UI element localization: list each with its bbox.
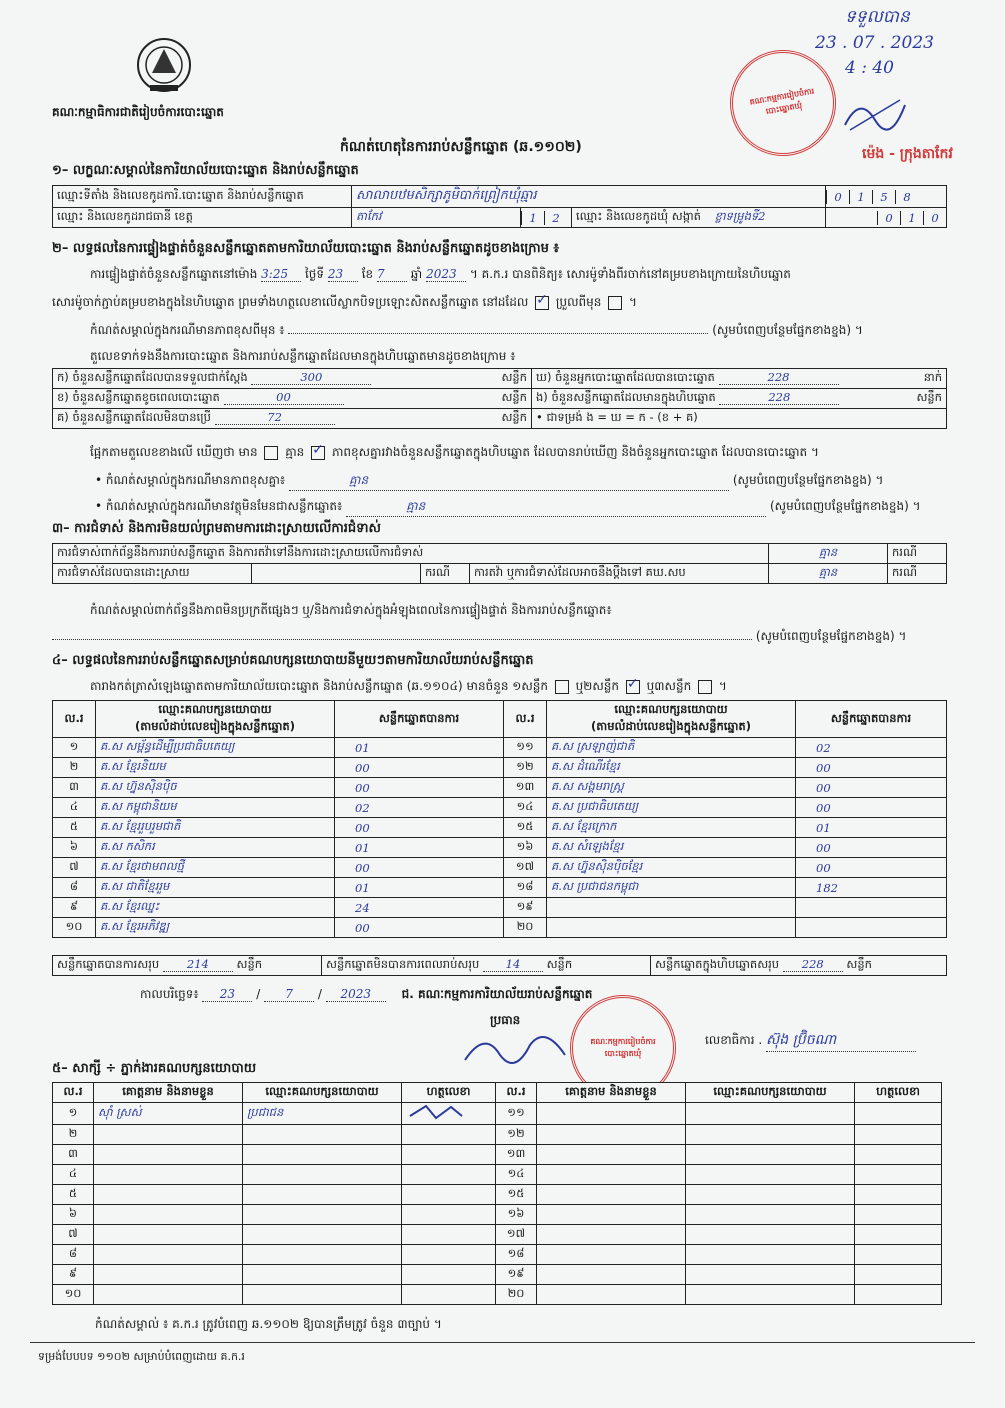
witness-name <box>537 1125 686 1145</box>
row-number: ១៣ <box>504 778 547 798</box>
tally-sheets-line: តារាងកត់ត្រាសំឡេងឆ្នោតតាមការិយាល័យបោះឆ្នោត និងរាប់សន្លឹកឆ្នោត (ឆ.១១០៤) មានចំនួន ១សន្លឹក ឬ២សន្លឹក ✓ ឬ៣សន្លឹក ។ <box>90 678 950 696</box>
official-seal-bottom: គណៈកម្មការរៀបចំការបោះឆ្នោតឃុំ <box>570 995 676 1101</box>
party-name: គ.ស សម្ព័ន្ធដើម្បីប្រជាធិបតេយ្យ <box>96 738 335 758</box>
row-number: ១៨ <box>504 878 547 898</box>
witness-signature <box>402 1103 496 1125</box>
witness-name <box>537 1205 686 1225</box>
table-row <box>53 1285 942 1305</box>
witness-party <box>243 1285 402 1305</box>
witness-name <box>94 1145 243 1165</box>
witness-signature <box>402 1225 496 1245</box>
witness-party <box>243 1165 402 1185</box>
verification-line1: ការផ្ទៀងផ្ទាត់ចំនួនសន្លឹកឆ្នោតនៅម៉ោង 3:25 ថ្ងៃទី 23 ខែ 7 ឆ្នាំ 2023 ។ គ.ក.រ បានពិនិត្យ៖ សោរម៉ូទាំងពីរចាក់នៅគម្របខាងក្រោយនៃហិបឆ្នោត <box>90 267 791 281</box>
row-number: ១៥ <box>504 818 547 838</box>
party-votes: 00 <box>796 798 947 818</box>
witness-name <box>537 1225 686 1245</box>
party-votes <box>796 918 947 938</box>
difference-note-line: កំណត់សម្គាល់ក្នុងករណីមានភាពខុសពីមុន ៖ (សូមបំពេញបន្ថែមផ្នែកខាងខ្នង) ។ <box>90 323 863 337</box>
total-in-box: 228 <box>783 957 843 972</box>
table-row <box>53 1125 942 1145</box>
station-code-digit: 0 <box>826 190 849 204</box>
changed-checkbox[interactable] <box>608 296 622 310</box>
witness-signature <box>402 1125 496 1145</box>
row-number: ២០ <box>504 918 547 938</box>
row-number: ៥ <box>53 818 96 838</box>
province-code-digit: 2 <box>544 211 567 225</box>
province-code-digit: 1 <box>521 211 544 225</box>
verification-line2: សោរម៉ូចាក់ភ្ជាប់គម្របខាងក្នុងនៃហិបឆ្នោត ព្រមទាំងហត្ថលេខាលើស្លាកបិទប្រឡោះសិតសន្លឹកឆ្នោត នៅដដែល ✓ ប្រួលពីមុន ។ <box>52 294 952 312</box>
row-number: ១១ <box>496 1103 537 1125</box>
sign-month: 7 <box>264 987 314 1002</box>
witness-signature <box>855 1225 942 1245</box>
party-name: គ.ស ខ្មែររួបរួមជាតិ <box>96 818 335 838</box>
ballots-in-box: 228 <box>719 390 839 405</box>
row-number: ៣ <box>53 778 96 798</box>
station-code-digit: 5 <box>872 190 895 204</box>
witness-party <box>243 1265 402 1285</box>
party-votes: 01 <box>335 878 504 898</box>
witness-name <box>94 1205 243 1225</box>
party-votes: 01 <box>335 838 504 858</box>
discrepancy-line: ផ្អែកតាមតួលេខខាងលើ ឃើញថា មាន គ្មាន ✓ ភាពខុសគ្នារវាងចំនួនសន្លឹកឆ្នោតក្នុងហិបឆ្នោត ដែលបានរាប់ឃើញ និងចំនួនអ្នកបោះឆ្នោត ដែលបានបោះឆ្នោត ។ <box>90 444 950 462</box>
party-votes: 00 <box>335 918 504 938</box>
party-name <box>547 898 796 918</box>
witness-name: ស៊ាំ ស្រស់ <box>94 1103 243 1125</box>
witness-party <box>243 1245 402 1265</box>
row-number: ១៣ <box>496 1145 537 1165</box>
row-number: ១០ <box>53 918 96 938</box>
chair-label: ប្រធាន <box>490 1013 521 1027</box>
witness-party <box>686 1145 855 1165</box>
witness-name <box>537 1165 686 1185</box>
table-row <box>53 758 947 778</box>
party-name: គ.ស កសិករ <box>96 838 335 858</box>
received-label: ទទួលបាន <box>845 7 910 27</box>
foreign-object-note: • កំណត់សម្គាល់ក្នុងករណីមានវត្ថុមិនមែនជាសន្លឹកឆ្នោត៖ គ្មាន (សូមបំពេញបន្ថែមផ្នែកខាងខ្នង) ។ <box>95 498 950 517</box>
table-row <box>53 1205 942 1225</box>
witness-name <box>94 1245 243 1265</box>
station-value: សាលាបឋមសិក្សាភូមិបាក់ព្រៀកឃុំឆ្មារ <box>352 186 826 208</box>
party-votes: 02 <box>335 798 504 818</box>
witness-party <box>686 1205 855 1225</box>
party-name: គ.ស ហ្វ៊ុនស៊ិនប៉ិច <box>96 778 335 798</box>
commune-code-digit: 1 <box>900 211 923 225</box>
table-row: ក) ចំនួនសន្លឹកឆ្នោតដែលបានទទួលជាក់ស្តែង 300 សន្លឹក ឃ) ចំនួនអ្នកបោះឆ្នោតដែលបានបោះឆ្នោត 228 នាក់ <box>53 369 947 389</box>
no-discrepancy-checkbox[interactable] <box>311 446 325 460</box>
emblem-icon <box>130 35 198 97</box>
witness-signature <box>402 1265 496 1285</box>
irregularities-note: កំណត់សម្គាល់ពាក់ព័ន្ធនឹងភាពមិនប្រក្រតីផ្សេងៗ ឬ/និងការជំទាស់ក្នុងអំឡុងពេលនៃការផ្ទៀងផ្ទាត់ និងការរាប់សន្លឹកឆ្នោត៖ <box>90 603 612 617</box>
row-number: ១៧ <box>504 858 547 878</box>
commune-code-digit: 0 <box>877 211 900 225</box>
row-number: ៨ <box>53 1245 94 1265</box>
witness-name <box>537 1265 686 1285</box>
party-name: គ.ស ខ្មែរក្រោក <box>547 818 796 838</box>
row-number: ៩ <box>53 898 96 918</box>
witness-name <box>94 1165 243 1185</box>
party-votes: 24 <box>335 898 504 918</box>
section4-title: ៤– លទ្ធផលនៃការរាប់សន្លឹកឆ្នោតសម្រាប់គណបក្សនយោបាយនីមួយៗតាមការិយាល័យរាប់សន្លឹកឆ្នោត <box>52 653 534 668</box>
totals-table: សន្លឹកឆ្នោតបានការសរុប 214 សន្លឹក សន្លឹកឆ្នោតមិនបានការពេលរាប់សរុប 14 សន្លឹក សន្លឹកឆ្នោតក្នុងហិបឆ្នោតសរុប 228 សន្លឹក <box>52 955 947 976</box>
form-footer: ទម្រង់បែបបទ ១១០២ សម្រាប់បំពេញដោយ គ.ក.រ <box>38 1350 245 1363</box>
witness-party <box>686 1165 855 1185</box>
row-number: ៩ <box>53 1265 94 1285</box>
table-row: គ) ចំនួនសន្លឹកឆ្នោតដែលមិនបានប្រើ 72 សន្លឹក • ជាទម្រង់ ង = ឃ = ក - (ខ + គ) <box>53 409 947 429</box>
station-code <box>826 186 947 208</box>
witness-party <box>243 1125 402 1145</box>
witness-name <box>537 1145 686 1165</box>
party-votes: 00 <box>335 858 504 878</box>
row-number: ១៤ <box>496 1165 537 1185</box>
witness-name <box>537 1285 686 1305</box>
witness-table: ល.រ គោត្តនាម និងនាមខ្លួន ឈ្មោះគណបក្សនយោបាយ ហត្ថលេខា ល.រ គោត្តនាម និងនាមខ្លួន ឈ្មោះគណបក្សនយោបាយ ហត្ថលេខា ១ ស៊ាំ ស្រស់ ប្រជាជន ១១ ២ ១២ ៣ ១៣ ៤ ១៤ ៥ ១៥ ៦ ១៦ ៧ ១៧ ៨ ១៨ ៩ ១៩ ១០ ២០ <box>52 1082 942 1305</box>
row-number: ១៩ <box>496 1265 537 1285</box>
signature-top <box>840 95 910 135</box>
secretary-line: លេខាធិការ . ស៊ុង ប្រ៊ិចណា <box>705 1030 916 1052</box>
spoiled-ballots: 00 <box>224 390 344 405</box>
party-votes: 00 <box>335 818 504 838</box>
section3-title: ៣– ការជំទាស់ និងការមិនយល់ព្រមតាមការដោះស្រាយលើការជំទាស់ <box>52 521 381 536</box>
party-name: គ.ស ស្រឡាញ់ជាតិ <box>547 738 796 758</box>
witness-signature <box>855 1125 942 1145</box>
party-votes <box>796 898 947 918</box>
row-number: ៥ <box>53 1185 94 1205</box>
row-number: ៤ <box>53 1165 94 1185</box>
figures-table <box>52 368 947 429</box>
irregularities-continuation: (សូមបំពេញបន្ថែមផ្នែកខាងខ្នង) ។ <box>52 628 952 646</box>
section2-title: ២– លទ្ធផលនៃការផ្ទៀងផ្ទាត់ចំនួនសន្លឹកឆ្នោតតាមការិយាល័យបោះឆ្នោត និងរាប់សន្លឹកឆ្នោតដូចខាងក្រោម ៖ <box>52 241 560 256</box>
official-seal-top: គណៈកម្មការរៀបចំការបោះឆ្នោតឃុំ <box>722 42 845 165</box>
witness-party <box>686 1225 855 1245</box>
witness-signature <box>855 1145 942 1165</box>
party-name: គ.ស ប្រជាជនកម្ពុជា <box>547 878 796 898</box>
row-number: ៦ <box>53 838 96 858</box>
witness-signature <box>855 1165 942 1185</box>
one-sheet-checkbox[interactable] <box>555 680 569 694</box>
row-number: ១៦ <box>504 838 547 858</box>
witness-party <box>686 1185 855 1205</box>
commune-code <box>826 208 947 228</box>
sign-year: 2023 <box>326 987 386 1002</box>
table-row <box>53 818 947 838</box>
table-row <box>53 1145 942 1165</box>
witness-party <box>686 1245 855 1265</box>
station-code-digit: 8 <box>895 190 918 204</box>
station-label: ឈ្មោះទីតាំង និងលេខកូដការិ.បោះឆ្នោត និងរាប់សន្លឹកឆ្នោត <box>53 186 352 208</box>
party-votes: 01 <box>335 738 504 758</box>
foreign-object-value: គ្មាន <box>346 498 766 517</box>
witness-signature <box>402 1185 496 1205</box>
party-name: គ.ស សំឡេងខ្មែរ <box>547 838 796 858</box>
formula: • ជាទម្រង់ ង = ឃ = ក - (ខ + គ) <box>532 409 947 429</box>
witness-name <box>537 1185 686 1205</box>
signing-date-line: កាលបរិច្ឆេទ៖ 23 / 7 / 2023 ជ. គណៈកម្មការការិយាល័យរាប់សន្លឹកឆ្នោត <box>140 987 593 1001</box>
witness-party <box>686 1265 855 1285</box>
witness-signature <box>855 1205 942 1225</box>
witness-name <box>94 1225 243 1245</box>
section1-table <box>52 185 947 228</box>
witness-name <box>537 1103 686 1125</box>
party-votes: 00 <box>796 838 947 858</box>
three-sheets-checkbox[interactable] <box>698 680 712 694</box>
row-number: ១២ <box>504 758 547 778</box>
witness-signature <box>855 1285 942 1305</box>
witness-signature <box>402 1245 496 1265</box>
row-number: ៦ <box>53 1205 94 1225</box>
party-votes: 00 <box>796 858 947 878</box>
witness-signature <box>855 1103 942 1125</box>
row-number: ៨ <box>53 878 96 898</box>
row-number: ២ <box>53 758 96 778</box>
total-invalid: 14 <box>483 957 543 972</box>
row-number: ១៥ <box>496 1185 537 1205</box>
verify-month: 7 <box>377 267 407 282</box>
figures-intro: តួលេខទាក់ទងនឹងការបោះឆ្នោត និងការរាប់សន្លឹកឆ្នោតដែលមានក្នុងហិបឆ្នោតមានដូចខាងក្រោម ៖ <box>90 349 516 363</box>
party-votes: 00 <box>335 778 504 798</box>
province-value: តាកែវ <box>352 208 521 228</box>
witness-signature <box>855 1245 942 1265</box>
row-number: ២០ <box>496 1285 537 1305</box>
received-time: 4 : 40 <box>845 58 894 78</box>
row-number: ១៨ <box>496 1245 537 1265</box>
witness-signature <box>402 1285 496 1305</box>
has-discrepancy-checkbox[interactable] <box>264 446 278 460</box>
party-votes: 00 <box>335 758 504 778</box>
party-name: គ.ស សង្គមរាស្ត្រ <box>547 778 796 798</box>
witness-signature <box>402 1145 496 1165</box>
party-name: គ.ស ប្រជាធិបតេយ្យ <box>547 798 796 818</box>
two-sheets-checkbox[interactable] <box>626 680 640 694</box>
party-name: គ.ស ដំណើរខ្មែរ <box>547 758 796 778</box>
table-row <box>53 858 947 878</box>
commune-value: ខ្លាទម្រូងទី2 <box>714 209 766 223</box>
witness-signature <box>402 1165 496 1185</box>
org-name: គណៈកម្មាធិការជាតិរៀបចំការបោះឆ្នោត <box>52 105 224 119</box>
party-votes: 00 <box>796 758 947 778</box>
row-number: ៤ <box>53 798 96 818</box>
row-number: ១ <box>53 738 96 758</box>
received-date: 23 . 07 . 2023 <box>815 33 934 53</box>
witness-party <box>686 1103 855 1125</box>
table-row <box>53 918 947 938</box>
row-number: ១១ <box>504 738 547 758</box>
witness-name <box>94 1185 243 1205</box>
witness-signature <box>402 1205 496 1225</box>
witness-signature <box>855 1265 942 1285</box>
secretary-name: ស៊ុង ប្រ៊ិចណា <box>766 1030 916 1052</box>
table-row <box>53 1103 942 1125</box>
row-number: ៣ <box>53 1145 94 1165</box>
total-valid: 214 <box>163 957 233 972</box>
table-row: ខ) ចំនួនសន្លឹកឆ្នោតខូចពេលបោះឆ្នោត 00 សន្លឹក ង) ចំនួនសន្លឹកឆ្នោតដែលមានក្នុងហិបឆ្នោត 228 សន្លឹក <box>53 389 947 409</box>
row-number: ១៤ <box>504 798 547 818</box>
row-number: ៧ <box>53 1225 94 1245</box>
sign-day: 23 <box>202 987 252 1002</box>
province-code <box>521 208 572 228</box>
witness-party <box>243 1145 402 1165</box>
witness-party: ប្រជាជន <box>243 1103 402 1125</box>
commune-code-digit: 0 <box>923 211 946 225</box>
table-row <box>53 1265 942 1285</box>
commune-cell <box>572 208 826 228</box>
received-ballots: 300 <box>251 370 371 385</box>
party-votes: 00 <box>796 778 947 798</box>
party-name <box>547 918 796 938</box>
table-row <box>53 738 947 758</box>
party-votes: 182 <box>796 878 947 898</box>
party-votes: 02 <box>796 738 947 758</box>
voters-count: 228 <box>719 370 839 385</box>
witness-name <box>94 1265 243 1285</box>
party-name: គ.ស ខ្មែរនិយម <box>96 758 335 778</box>
witness-name <box>94 1285 243 1305</box>
witness-party <box>686 1285 855 1305</box>
table-row <box>53 1225 942 1245</box>
party-name: គ.ស ខ្មែរឈ្នះ <box>96 898 335 918</box>
table-row <box>53 1245 942 1265</box>
table-row: ការជំទាស់ពាក់ព័ន្ធនឹងការរាប់សន្លឹកឆ្នោត និងការតវ៉ាទៅនឹងការដោះស្រាយលើការជំទាស់ គ្មាន ករណី <box>53 544 947 564</box>
row-number: ១៧ <box>496 1225 537 1245</box>
party-name: គ.ស ហ្វ៊ុនស៊ិនប៉ិចខ្មែរ <box>547 858 796 878</box>
unchanged-checkbox[interactable] <box>535 296 549 310</box>
witness-party <box>243 1205 402 1225</box>
witness-party <box>243 1185 402 1205</box>
table-row <box>53 838 947 858</box>
row-number: ១៩ <box>504 898 547 918</box>
table-row <box>53 898 947 918</box>
discrepancy-note-value: គ្មាន <box>289 472 729 491</box>
party-votes: 01 <box>796 818 947 838</box>
row-number: ១២ <box>496 1125 537 1145</box>
commune-label: ឈ្មោះ និងលេខកូដឃុំ សង្កាត់ <box>576 209 701 223</box>
complaints-count: គ្មាន <box>769 544 888 564</box>
row-number: ៧ <box>53 858 96 878</box>
party-name: គ.ស ខ្មែរអភិវឌ្ឍ <box>96 918 335 938</box>
witness-name <box>537 1245 686 1265</box>
row-number: ១ <box>53 1103 94 1125</box>
table-row <box>53 1165 942 1185</box>
table-row <box>53 1185 942 1205</box>
verify-year: 2023 <box>426 267 466 282</box>
party-name: គ.ស ខ្មែរថាមពលថ្មី <box>96 858 335 878</box>
verify-day: 23 <box>328 267 358 282</box>
row-number: ១០ <box>53 1285 94 1305</box>
appeals-count: គ្មាន <box>769 564 888 584</box>
discrepancy-note: • កំណត់សម្គាល់ក្នុងករណីមានភាពខុសគ្នា៖ គ្មាន (សូមបំពេញបន្ថែមផ្នែកខាងខ្នង) ។ <box>95 472 950 491</box>
section1-title: ១– លក្ខណៈសម្គាល់នៃការិយាល័យបោះឆ្នោត និងរាប់សន្លឹកឆ្នោត <box>52 163 359 178</box>
witness-name <box>94 1125 243 1145</box>
table-row <box>53 778 947 798</box>
received-area: ម៉េង - ក្រុងតាកែវ <box>862 146 953 162</box>
document-title: កំណត់ហេតុនៃការរាប់សន្លឹកឆ្នោត (ឆ.១១០២) <box>340 139 582 155</box>
party-name: គ.ស ជាតិខ្មែររួម <box>96 878 335 898</box>
row-number: ២ <box>53 1125 94 1145</box>
witness-signature <box>855 1185 942 1205</box>
table-row <box>53 878 947 898</box>
witness-party <box>243 1225 402 1245</box>
row-number: ១៦ <box>496 1205 537 1225</box>
unused-ballots: 72 <box>215 410 335 425</box>
results-table: ល.រ ឈ្មោះគណបក្សនយោបាយ (តាមលំដាប់លេខរៀងក្នុងសន្លឹកឆ្នោត) សន្លឹកឆ្នោតបានការ ល.រ ឈ្មោះគណបក្សនយោបាយ (តាមលំដាប់លេខរៀងក្នុងសន្លឹកឆ្នោត) សន្លឹកឆ្នោតបានការ ១ គ.ស សម្ព័ន្ធដើម្បីប្រជាធិបតេយ្យ 01 ១១ គ.ស ស្រឡាញ់ជាតិ 02 ២ គ.ស ខ្មែរនិយម 00 ១២ គ.ស ដំណើរខ្មែរ 00 ៣ គ.ស ហ្វ៊ុនស៊ិនប៉ិច 00 ១៣ គ.ស សង្គមរាស្ត្រ 00 ៤ គ.ស កម្ពុជានិយម 02 ១៤ គ.ស ប្រជាធិបតេយ្យ 00 ៥ គ.ស ខ្មែររួបរួមជាតិ 00 ១៥ គ.ស ខ្មែរក្រោក 01 ៦ គ.ស កសិករ 01 ១៦ គ.ស សំឡេងខ្មែរ 00 ៧ គ.ស ខ្មែរថាមពលថ្មី 00 ១៧ គ.ស ហ្វ៊ុនស៊ិនប៉ិចខ្មែរ 00 ៨ គ.ស ជាតិខ្មែររួម 01 ១៨ គ.ស ប្រជាជនកម្ពុជា 182 ៩ គ.ស ខ្មែរឈ្នះ 24 ១៩ ១០ គ.ស ខ្មែរអភិវឌ្ឍ 00 ២០ <box>52 700 947 938</box>
complaints-table <box>52 543 947 584</box>
footnote: កំណត់សម្គាល់ ៖ គ.ក.រ ត្រូវបំពេញ ឆ.១១០២ ឱ្យបានត្រឹមត្រូវ ចំនួន ៣ច្បាប់ ។ <box>95 1317 442 1331</box>
station-code-digit: 1 <box>849 190 872 204</box>
province-label: ឈ្មោះ និងលេខកូដរាជធានី ខេត្ត <box>53 208 352 228</box>
verify-time: 3:25 <box>261 267 301 282</box>
table-row: ការជំទាស់ដែលបានដោះស្រាយ ករណី ការតវ៉ា ឬការជំទាស់ដែលអាចនឹងប្តឹងទៅ គឃ.សប គ្មាន ករណី <box>53 564 947 584</box>
chair-signature <box>460 1025 570 1075</box>
witness-party <box>686 1125 855 1145</box>
section5-title: ៥– សាក្សី ÷ ភ្នាក់ងារគណបក្សនយោបាយ <box>52 1061 257 1076</box>
party-name: គ.ស កម្ពុជានិយម <box>96 798 335 818</box>
table-row <box>53 798 947 818</box>
